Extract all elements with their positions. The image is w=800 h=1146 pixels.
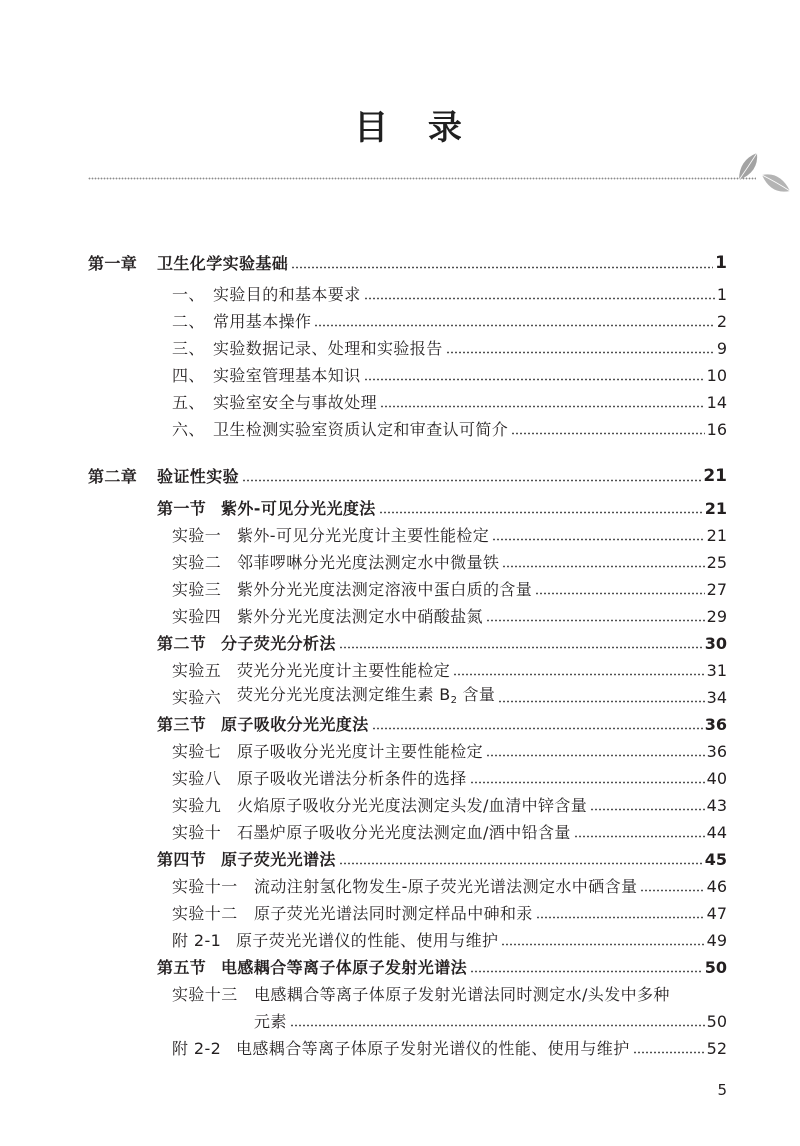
dot-leader bbox=[242, 479, 701, 482]
section-page: 21 bbox=[704, 499, 727, 518]
experiment-number: 实验十三 bbox=[172, 985, 238, 1004]
experiment-title-tail: 含量 bbox=[457, 685, 496, 704]
appendix-title: 原子荧光光谱仪的性能、使用与维护 bbox=[236, 931, 499, 950]
toc-experiment bbox=[172, 792, 727, 819]
experiment-title: 紫外-可见分光光度计主要性能检定 bbox=[237, 526, 490, 545]
experiment-title: 石墨炉原子吸收分光光度法测定血/酒中铅含量 bbox=[237, 823, 571, 842]
appendix-number: 附 2-2 bbox=[172, 1039, 222, 1058]
dot-leader bbox=[364, 378, 705, 381]
experiment-title-line1: 电感耦合等离子体原子发射光谱法同时测定水/头发中多种 bbox=[254, 985, 670, 1004]
entry-title: 卫生检测实验室资质认定和审查认可简介 bbox=[213, 420, 509, 439]
toc-experiment bbox=[172, 657, 727, 684]
toc-entry bbox=[172, 308, 727, 335]
experiment-title: 紫外分光光度法测定溶液中蛋白质的含量 bbox=[237, 580, 533, 599]
section-number: 第五节 bbox=[157, 958, 207, 977]
dot-leader bbox=[590, 808, 704, 811]
experiment-number: 实验八 bbox=[172, 769, 222, 788]
entry-number: 一、 bbox=[172, 285, 205, 304]
experiment-page: 50 bbox=[706, 1012, 727, 1031]
section-title: 原子吸收分光光度法 bbox=[221, 715, 369, 734]
entry-number: 四、 bbox=[172, 366, 205, 385]
toc-entry bbox=[172, 335, 727, 362]
dot-leader bbox=[470, 781, 705, 784]
toc-entry bbox=[172, 362, 727, 389]
toc-experiment bbox=[172, 522, 727, 549]
dot-leader bbox=[372, 727, 703, 730]
dot-leader bbox=[380, 405, 705, 408]
experiment-page: 29 bbox=[706, 607, 727, 626]
experiment-title: 流动注射氢化物发生-原子荧光光谱法测定水中硒含量 bbox=[254, 877, 638, 896]
appendix-page: 52 bbox=[706, 1039, 727, 1058]
experiment-page: 40 bbox=[706, 769, 727, 788]
experiment-page: 25 bbox=[706, 553, 727, 572]
entry-number: 六、 bbox=[172, 420, 205, 439]
experiment-number: 实验十二 bbox=[172, 904, 238, 923]
chapter-page: 1 bbox=[715, 253, 727, 273]
experiment-page: 34 bbox=[706, 688, 727, 707]
experiment-title: 荧光分光光度计主要性能检定 bbox=[237, 661, 451, 680]
toc-appendix bbox=[172, 927, 727, 954]
section-title: 紫外-可见分光光度法 bbox=[221, 499, 376, 518]
toc-entry bbox=[172, 416, 727, 443]
entry-number: 五、 bbox=[172, 393, 205, 412]
section-number: 第四节 bbox=[157, 850, 207, 869]
experiment-number: 实验一 bbox=[172, 526, 222, 545]
entry-page: 14 bbox=[706, 393, 727, 412]
experiment-page: 43 bbox=[706, 796, 727, 815]
toc-entry bbox=[172, 389, 727, 416]
experiment-title: 火焰原子吸收分光光度法测定头发/血清中锌含量 bbox=[237, 796, 588, 815]
dot-leader bbox=[290, 1024, 705, 1027]
toc-experiment bbox=[172, 819, 727, 846]
experiment-title: 原子荧光光谱法同时测定样品中砷和汞 bbox=[254, 904, 533, 923]
dot-leader bbox=[502, 565, 704, 568]
dot-leader bbox=[446, 351, 715, 354]
experiment-number: 实验六 bbox=[172, 688, 222, 707]
toc-experiment bbox=[172, 873, 727, 900]
entry-title: 实验室安全与事故处理 bbox=[213, 393, 378, 412]
dot-leader bbox=[574, 835, 705, 838]
experiment-number: 实验二 bbox=[172, 553, 222, 572]
appendix-number: 附 2-1 bbox=[172, 931, 222, 950]
dot-leader bbox=[453, 673, 704, 676]
toc-section bbox=[157, 846, 727, 873]
dot-leader bbox=[640, 889, 704, 892]
toc-experiment bbox=[172, 576, 727, 603]
experiment-page: 31 bbox=[706, 661, 727, 680]
dot-leader bbox=[291, 266, 713, 269]
chapter-number: 第一章 bbox=[88, 254, 138, 273]
entry-title: 实验室管理基本知识 bbox=[213, 366, 361, 385]
dot-leader bbox=[492, 538, 704, 541]
toc-section bbox=[157, 495, 727, 522]
entry-page: 16 bbox=[706, 420, 727, 439]
experiment-number: 实验十一 bbox=[172, 877, 238, 896]
toc-section bbox=[157, 711, 727, 738]
experiment-title bbox=[237, 681, 495, 714]
entry-title: 实验数据记录、处理和实验报告 bbox=[213, 339, 443, 358]
toc-experiment-continued bbox=[254, 1008, 727, 1035]
experiment-page: 27 bbox=[706, 580, 727, 599]
dot-leader bbox=[501, 943, 704, 946]
dot-leader bbox=[339, 646, 703, 649]
dot-leader bbox=[470, 970, 703, 973]
toc-experiment bbox=[172, 981, 727, 1008]
entry-page: 10 bbox=[706, 366, 727, 385]
subscript: 2 bbox=[450, 695, 458, 706]
experiment-title: 紫外分光光度法测定水中硝酸盐氮 bbox=[237, 607, 484, 626]
experiment-number: 实验十 bbox=[172, 823, 222, 842]
leaf-icon bbox=[726, 150, 792, 196]
chapter-title: 卫生化学实验基础 bbox=[157, 254, 289, 273]
section-page: 30 bbox=[704, 634, 727, 653]
chapter-page: 21 bbox=[703, 466, 727, 486]
experiment-title: 邻菲啰啉分光光度法测定水中微量铁 bbox=[237, 553, 500, 572]
experiment-number: 实验四 bbox=[172, 607, 222, 626]
toc-appendix bbox=[172, 1035, 727, 1062]
toc-experiment bbox=[172, 900, 727, 927]
experiment-page: 47 bbox=[706, 904, 727, 923]
toc-entry bbox=[172, 281, 727, 308]
dot-leader bbox=[314, 324, 714, 327]
entry-title: 常用基本操作 bbox=[213, 312, 312, 331]
entry-number: 三、 bbox=[172, 339, 205, 358]
dot-leader bbox=[511, 432, 704, 435]
toc-experiment bbox=[172, 765, 727, 792]
toc-chapter bbox=[88, 463, 727, 490]
experiment-number: 实验九 bbox=[172, 796, 222, 815]
page-number: 5 bbox=[717, 1081, 727, 1099]
entry-page: 2 bbox=[716, 312, 727, 331]
experiment-page: 21 bbox=[706, 526, 727, 545]
appendix-title: 电感耦合等离子体原子发射光谱仪的性能、使用与维护 bbox=[236, 1039, 630, 1058]
experiment-title: 原子吸收分光光度计主要性能检定 bbox=[237, 742, 484, 761]
section-title: 分子荧光分析法 bbox=[221, 634, 336, 653]
section-number: 第二节 bbox=[157, 634, 207, 653]
entry-page: 9 bbox=[716, 339, 727, 358]
experiment-title: 原子吸收光谱法分析条件的选择 bbox=[237, 769, 467, 788]
dot-leader bbox=[536, 916, 705, 919]
entry-page: 1 bbox=[716, 285, 727, 304]
experiment-number: 实验七 bbox=[172, 742, 222, 761]
dot-leader bbox=[535, 592, 704, 595]
experiment-title-line2: 元素 bbox=[254, 1012, 287, 1031]
experiment-page: 36 bbox=[706, 742, 727, 761]
toc-experiment bbox=[172, 603, 727, 630]
experiment-number: 实验三 bbox=[172, 580, 222, 599]
experiment-page: 46 bbox=[706, 877, 727, 896]
dot-leader bbox=[498, 700, 704, 703]
dot-leader bbox=[379, 511, 703, 514]
toc-chapter bbox=[88, 250, 727, 277]
section-number: 第一节 bbox=[157, 499, 207, 518]
dot-leader bbox=[364, 297, 715, 300]
section-number: 第三节 bbox=[157, 715, 207, 734]
toc-experiment bbox=[172, 549, 727, 576]
dot-leader bbox=[486, 754, 705, 757]
chapter-number: 第二章 bbox=[88, 467, 138, 486]
dot-leader bbox=[339, 862, 703, 865]
section-page: 50 bbox=[704, 958, 727, 977]
section-page: 45 bbox=[704, 850, 727, 869]
toc-experiment bbox=[172, 738, 727, 765]
appendix-page: 49 bbox=[706, 931, 727, 950]
toc-section bbox=[157, 630, 727, 657]
experiment-page: 44 bbox=[706, 823, 727, 842]
chapter-title: 验证性实验 bbox=[157, 467, 240, 486]
section-title: 电感耦合等离子体原子发射光谱法 bbox=[221, 958, 468, 977]
experiment-number: 实验五 bbox=[172, 661, 222, 680]
title-dotted-rule bbox=[88, 177, 756, 180]
entry-number: 二、 bbox=[172, 312, 205, 331]
entry-title: 实验目的和基本要求 bbox=[213, 285, 361, 304]
experiment-title-text: 荧光分光光度法测定维生素 B bbox=[237, 685, 451, 704]
page-title: 目 录 bbox=[354, 108, 476, 148]
dot-leader bbox=[633, 1051, 705, 1054]
toc-section bbox=[157, 954, 727, 981]
dot-leader bbox=[486, 619, 705, 622]
toc-experiment bbox=[172, 684, 727, 711]
section-page: 36 bbox=[704, 715, 727, 734]
section-title: 原子荧光光谱法 bbox=[221, 850, 336, 869]
